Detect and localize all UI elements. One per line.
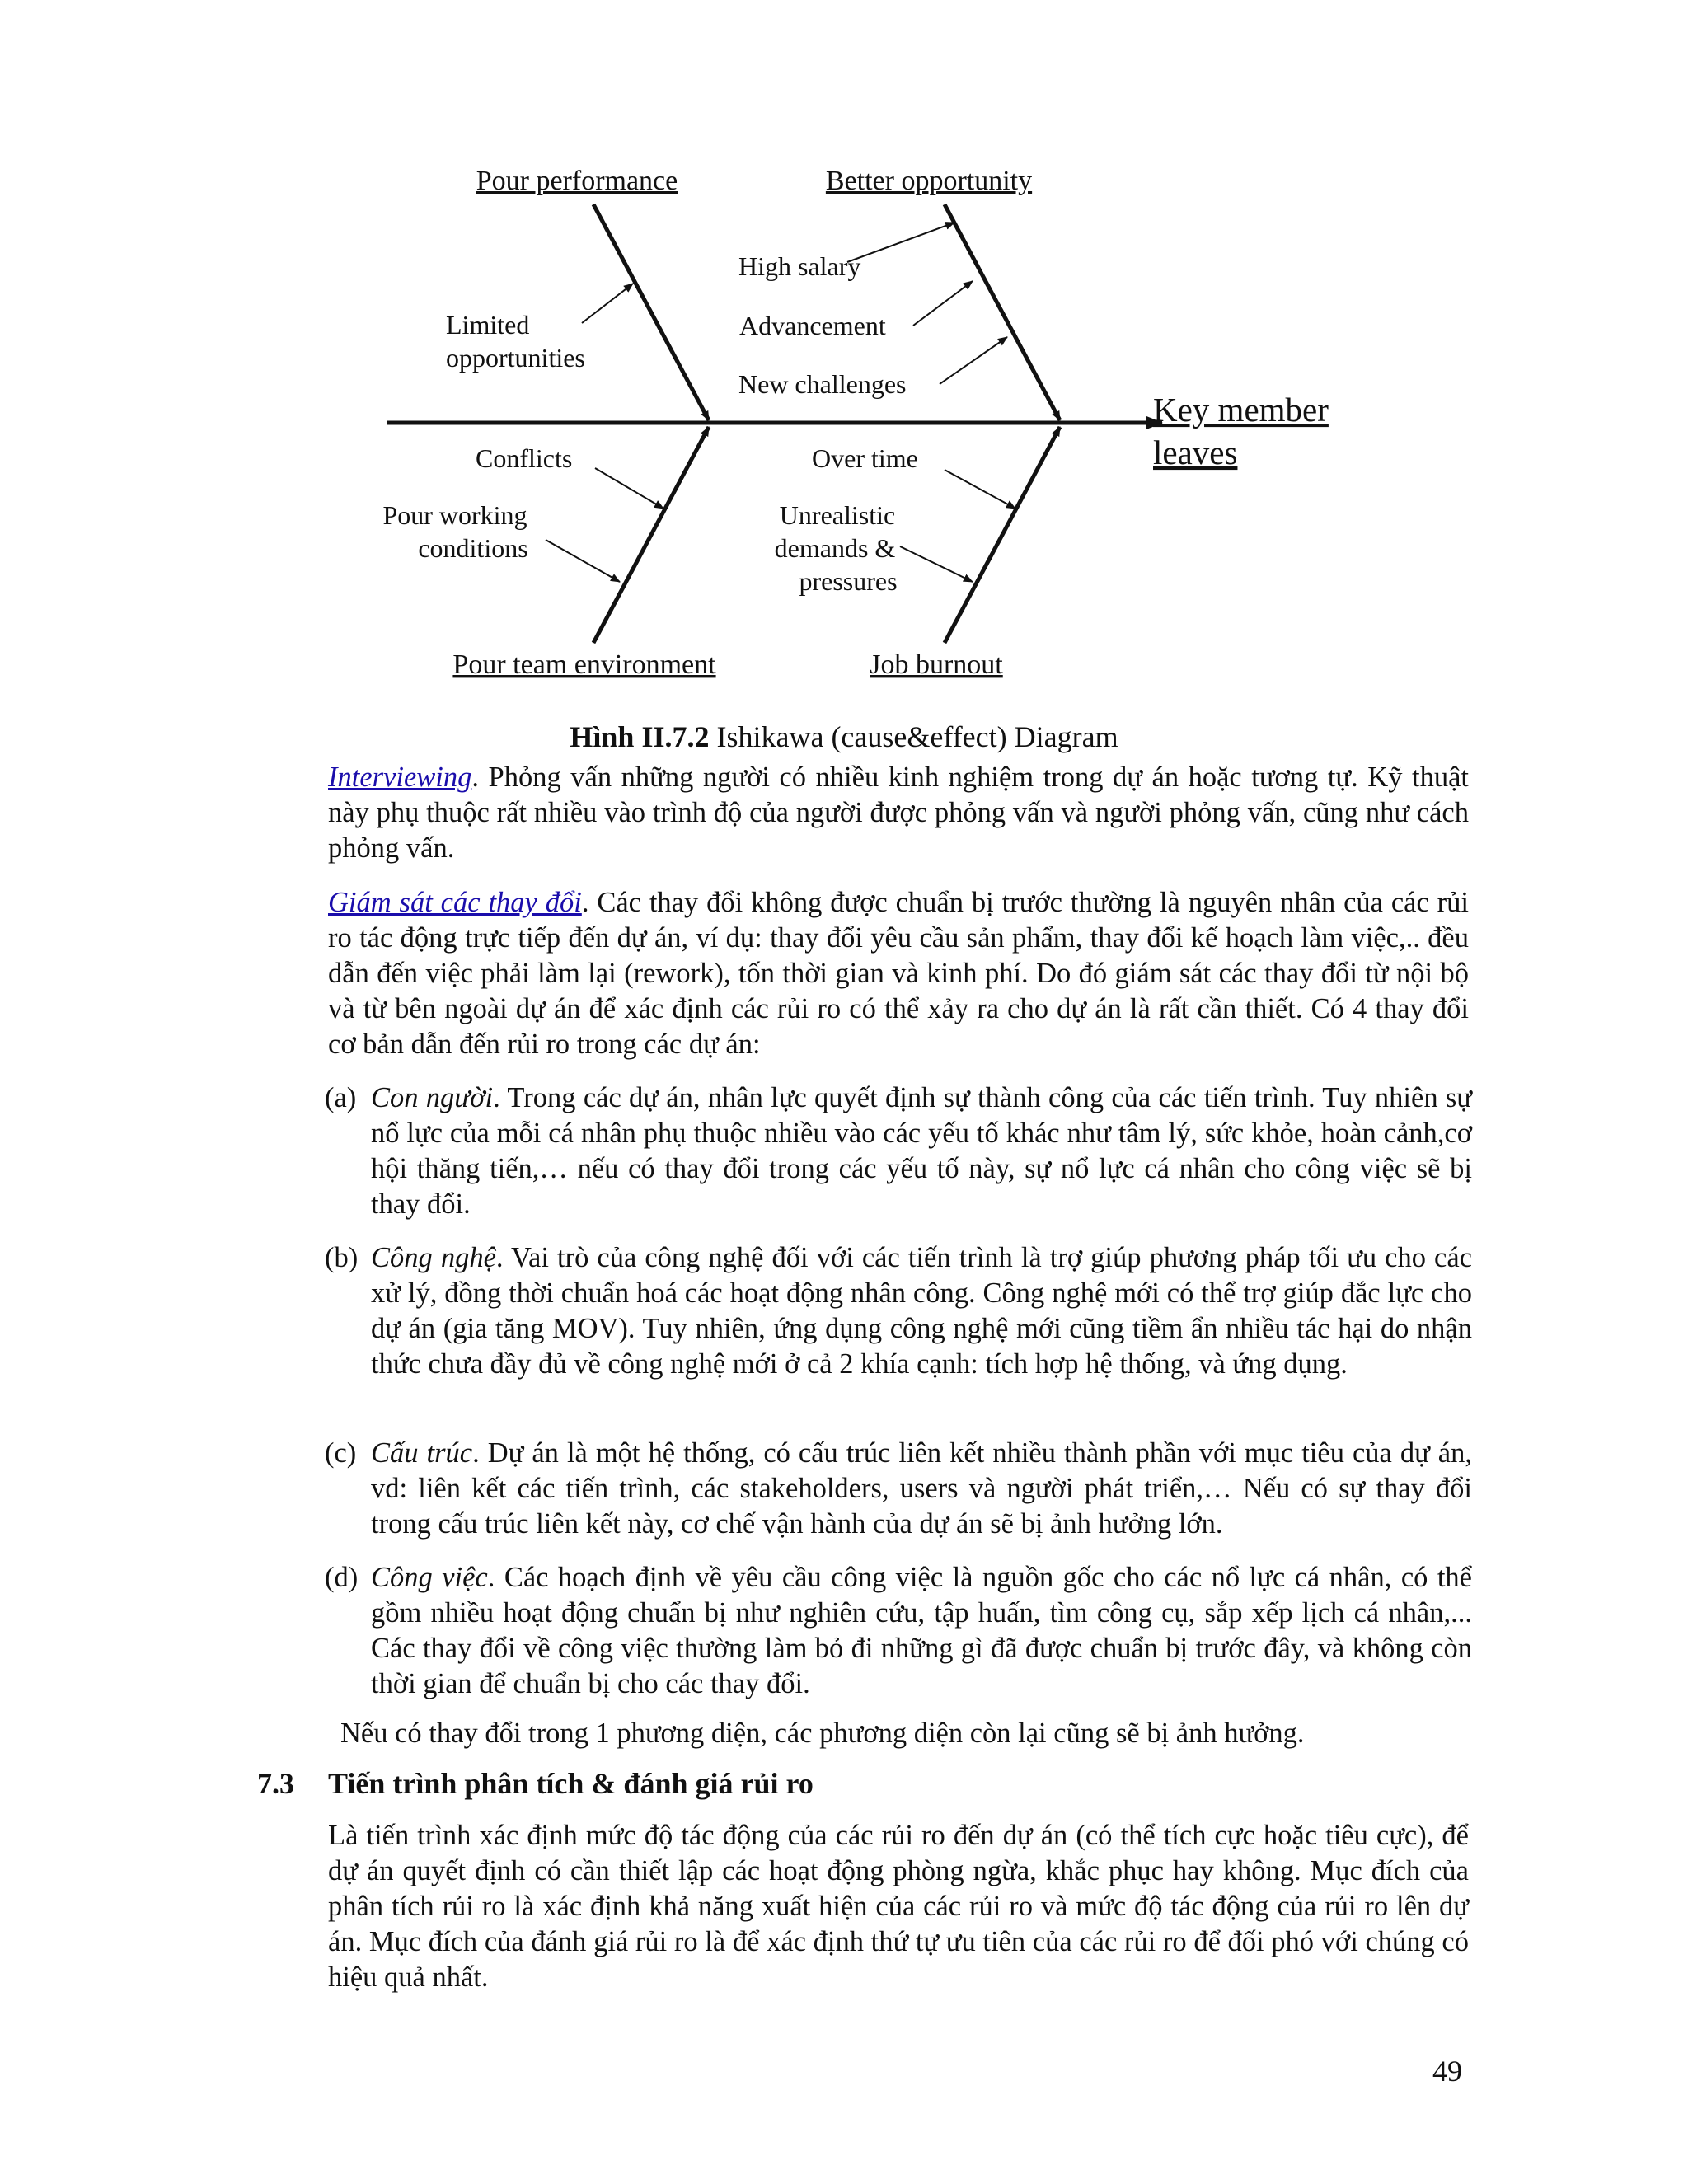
change-types-list (325, 1240, 1472, 1382)
list-item-text: . Vai trò của công nghệ đối với các tiến trình là trợ giúp phương pháp tối ưu cho các xử lý, đồng thời chuẩn hoá các hoạt động nhân công. Công nghệ mới có thể trợ giúp đắc lực cho dự án (gia tăng MOV). Tuy nhiên, ứng dụng công nghệ mới cũng tiềm ẩn nhiều tác hại do nhận thức chưa đầy đủ về công nghệ mới ở cả 2 khía cạnh: tích hợp hệ thống, và ứng dụng. (371, 1242, 1472, 1380)
cause-label-conditions: conditions (418, 533, 528, 563)
change-types-list (325, 1560, 1472, 1702)
cause-label-pour-working: Pour working (382, 500, 528, 530)
bone-top-right (945, 204, 1060, 420)
paragraph-monitoring-text: . Các thay đổi không được chuẩn bị trước thường là nguyên nhân của các rủi ro tác động trực tiếp đến dự án, ví dụ: thay đổi yêu cầu sản phẩm, thay đổi kế hoạch làm việc,.. đều dẫn đến việc phải làm lại (rework), tốn thời gian và kinh phí. Do đó giám sát các thay đổi từ nội bộ và từ bên ngoài dự án để xác định các rủi ro có thể xảy ra cho dự án là rất cần thiết. Có 4 thay đổi cơ bản dẫn đến rủi ro trong các dự án: (328, 887, 1469, 1060)
effect-label-line1: Key member (1153, 391, 1329, 429)
cause-arrow-limited-opportunities (582, 284, 633, 323)
category-label-bottom-right: Job burnout (870, 649, 1003, 680)
list-item-label: (d) (325, 1562, 359, 1593)
paragraph-section-intro: Là tiến trình xác định mức độ tác động của các rủi ro đến dự án (có thể tích cực hoặc tiêu cực), để dự án quyết định có cần thiết lập các hoạt động phòng ngừa, khắc phục hay không. Mục đích của phân tích rủi ro là xác định khả năng xuất hiện của các rủi ro và mức độ tác động của rủi ro lên dự án. Mục đích của đánh giá rủi ro là để xác định thứ tự ưu tiên của các rủi ro để đối phó với chúng có hiệu quả nhất. (328, 1820, 1469, 1993)
category-label-top-right: Better opportunity (825, 166, 1033, 196)
ishikawa-diagram (0, 0, 1688, 725)
list-item-term: Công nghệ (371, 1242, 496, 1273)
list-item (325, 1560, 1472, 1702)
paragraph-interviewing-text: . Phỏng vấn những người có nhiều kinh nghiệm trong dự án hoặc tương tự. Kỹ thuật này phụ thuộc rất nhiều vào trình độ của người được phỏng vấn và người phỏng vấn, cũng như cách phỏng vấn. (328, 762, 1469, 864)
change-types-list (325, 1436, 1472, 1542)
list-item-term: Con người (371, 1082, 494, 1113)
cause-arrow-advancement (913, 281, 973, 326)
list-item-text: . Các hoạch định về yêu cầu công việc là nguồn gốc cho các nổ lực cá nhân, có thể gồm nhiều hoạt động chuẩn bị như nghiên cứu, tập huấn, tìm công cụ, sắp xếp lịch cá nhân,... Các thay đổi về công việc thường làm bỏ đi những gì đã được chuẩn bị trước đây, và không còn thời gian để chuẩn bị cho các thay đổi. (371, 1562, 1472, 1699)
cause-label-high-salary: High salary (738, 251, 861, 281)
cause-arrow-new-challenges (940, 337, 1007, 384)
cause-arrow-over-time (945, 470, 1015, 509)
category-label-top-left: Pour performance (476, 166, 678, 196)
cause-label-new-challenges: New challenges (738, 369, 907, 399)
list-item (325, 1240, 1472, 1382)
section-heading (257, 1766, 814, 1801)
cause-arrow-working-conditions (546, 540, 620, 582)
cause-label-limited: Limited (446, 310, 530, 340)
effect-label-line2: leaves (1153, 434, 1238, 471)
cause-label-over-time: Over time (812, 443, 918, 473)
figure-caption-text: Ishikawa (cause&effect) Diagram (709, 720, 1118, 753)
cause-arrow-conflicts (595, 468, 663, 509)
list-item-label: (a) (325, 1082, 357, 1113)
section-number: 7.3 (257, 1767, 294, 1800)
change-types-list (325, 1080, 1472, 1222)
cause-label-unrealistic: Unrealistic (779, 500, 896, 530)
monitoring-changes-link[interactable]: Giám sát các thay đổi (328, 887, 582, 918)
interviewing-link[interactable]: Interviewing (328, 762, 472, 793)
cause-label-opportunities: opportunities (446, 343, 585, 373)
paragraph-monitoring-changes (328, 885, 1469, 1062)
cause-label-pressures: pressures (799, 566, 898, 596)
figure-caption-label: Hình II.7.2 (570, 720, 710, 753)
list-item (325, 1080, 1472, 1222)
page-number: 49 (1432, 2055, 1462, 2088)
category-label-bottom-left: Pour team environment (452, 649, 716, 680)
bone-top-left (593, 204, 709, 420)
list-item-text: . Trong các dự án, nhân lực quyết định sự thành công của các tiến trình. Tuy nhiên sự nổ lực của mỗi cá nhân phụ thuộc nhiều vào các yếu tố khác như tâm lý, sức khỏe, hoàn cảnh,cơ hội thăng tiến,… nếu có thay đổi trong các yếu tố này, sự nổ lực cá nhân cho công việc sẽ bị thay đổi. (371, 1082, 1472, 1220)
cause-label-demands: demands & (774, 533, 896, 563)
list-item-text: . Dự án là một hệ thống, có cấu trúc liên kết nhiều thành phần với mục tiêu của dự án, vd: liên kết các tiến trình, các stakeholders, users và người phát triển,… Nếu có sự thay đổi trong cấu trúc liên kết này, cơ chế vận hành của dự án sẽ bị ảnh hưởng lớn. (371, 1437, 1472, 1540)
list-item-term: Cấu trúc (371, 1437, 473, 1469)
figure-caption (0, 719, 1688, 755)
bone-bottom-left (593, 427, 709, 643)
list-item (325, 1436, 1472, 1542)
paragraph-interviewing (328, 760, 1469, 866)
section-title: Tiến trình phân tích & đánh giá rủi ro (328, 1767, 814, 1800)
list-item-label: (c) (325, 1437, 357, 1469)
cause-label-advancement: Advancement (739, 311, 886, 340)
list-item-term: Công việc (371, 1562, 488, 1593)
cause-arrow-unrealistic-demands (900, 546, 973, 582)
cause-arrow-high-salary (847, 223, 954, 262)
paragraph-note: Nếu có thay đổi trong 1 phương diện, các phương diện còn lại cũng sẽ bị ảnh hưởng. (340, 1718, 1305, 1749)
list-item-label: (b) (325, 1242, 359, 1273)
cause-label-conflicts: Conflicts (476, 443, 573, 473)
bone-bottom-right (945, 427, 1060, 643)
